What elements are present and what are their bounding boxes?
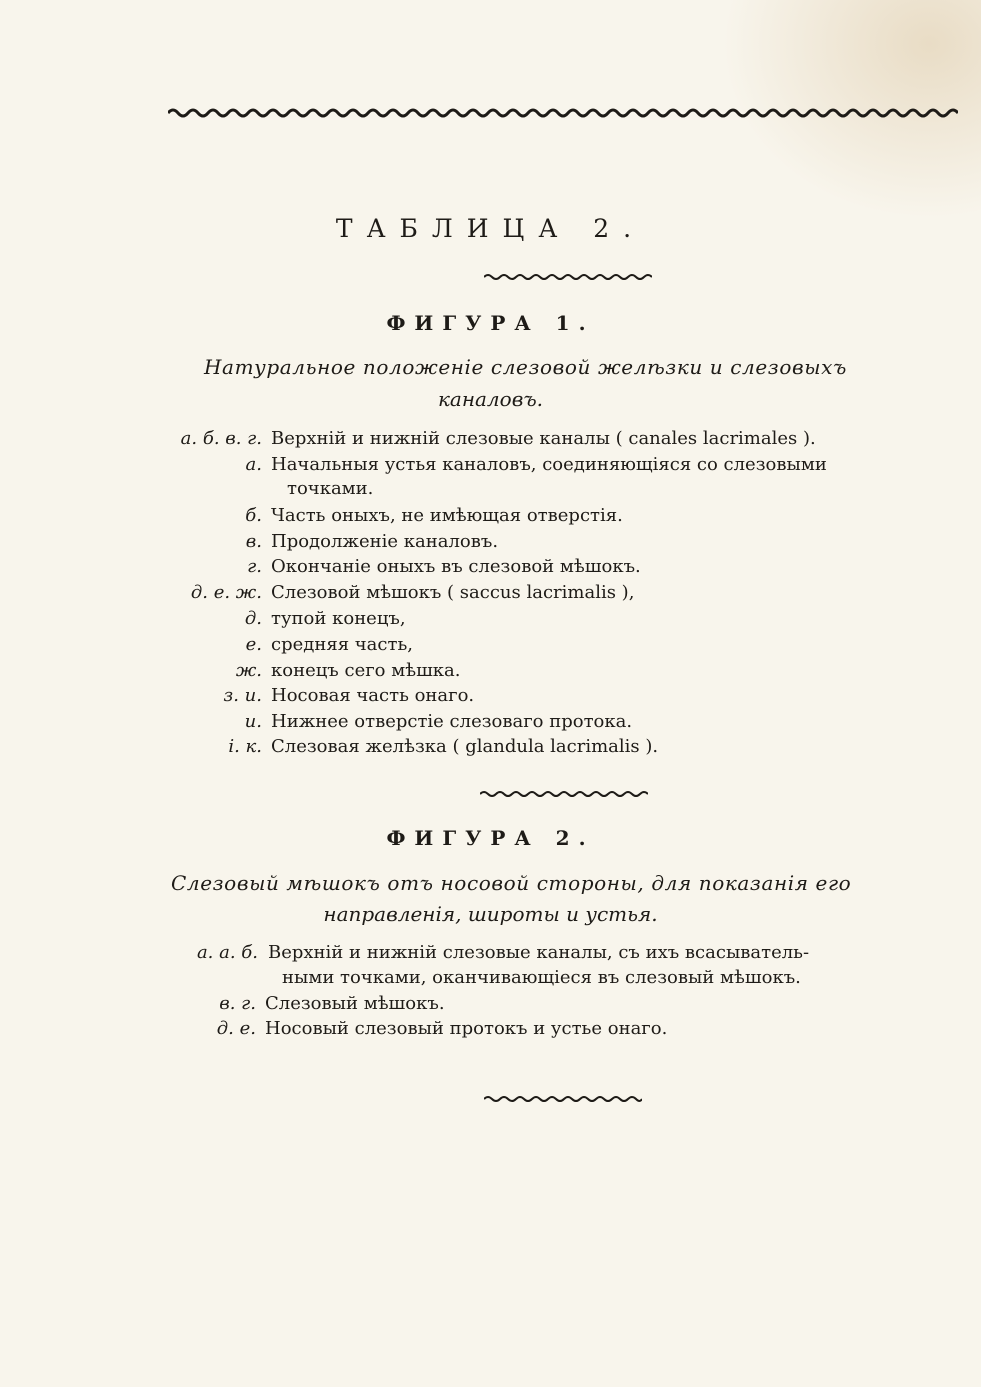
entry-label: в. г. [219, 993, 256, 1014]
entry-text: Слезовая желѣзка ( glandula lacrimalis ). [271, 736, 659, 757]
list-item [0, 634, 981, 658]
entry-text: точками. [287, 478, 374, 499]
figure2-caption-line2: направленія, широты и устья. [323, 902, 658, 926]
list-item [0, 660, 981, 684]
entry-text: Слезовый мѣшокъ. [265, 993, 445, 1014]
entry-text: Носовый слезовый протокъ и устье онаго. [265, 1018, 668, 1039]
entry-label: а. б. в. г. [180, 428, 262, 449]
list-item [0, 736, 981, 760]
entry-text: Верхній и нижній слезовые каналы, съ ихъ всасыватель- [268, 942, 810, 963]
list-item [0, 608, 981, 632]
list-item [0, 531, 981, 555]
entry-text: Носовая часть онаго. [271, 685, 475, 706]
entry-text: Нижнее отверстіе слезоваго протока. [271, 711, 633, 732]
entry-label: в. [245, 531, 262, 552]
entry-label: и. [244, 711, 262, 732]
entry-text: Продолженіе каналовъ. [271, 531, 499, 552]
list-item [0, 967, 981, 991]
list-item [0, 685, 981, 709]
list-item [0, 582, 981, 606]
entry-label: а. а. б. [196, 942, 258, 963]
entry-text: Окончаніе оныхъ въ слезовой мѣшокъ. [271, 556, 641, 577]
entry-label: е. [245, 634, 262, 655]
entry-label: б. [245, 505, 262, 526]
wavy-divider-1 [484, 272, 652, 282]
list-item [0, 505, 981, 529]
list-item [0, 942, 981, 966]
entry-text: конецъ сего мѣшка. [271, 660, 461, 681]
figure1-heading: ФИГУРА 1. [386, 311, 595, 335]
list-item [0, 711, 981, 735]
wavy-divider-3 [484, 1094, 642, 1104]
figure2-heading: ФИГУРА 2. [386, 826, 595, 850]
entry-text: Начальныя устья каналовъ, соединяющіяся со слезовыми [271, 454, 827, 475]
entry-text: Часть оныхъ, не имѣющая отверстія. [271, 505, 623, 526]
figure2-caption-line1: Слезовый мѣшокъ отъ носовой стороны, для показанія его [171, 871, 852, 895]
wavy-divider-2 [480, 789, 648, 799]
table-title: ТАБЛИЦА 2. [335, 214, 646, 243]
entry-label: д. е. [216, 1018, 256, 1039]
list-item [0, 1018, 981, 1042]
top-wavy-rule [168, 106, 958, 120]
figure1-caption-line1: Натуральное положеніе слезовой желѣзки и слезовыхъ [204, 355, 847, 379]
list-item [0, 478, 981, 502]
list-item [0, 454, 981, 478]
entry-text: Верхній и нижній слезовые каналы ( canales lacrimales ). [271, 428, 816, 449]
entry-label: г. [247, 556, 262, 577]
list-item [0, 428, 981, 452]
entry-text: тупой конецъ, [271, 608, 406, 629]
entry-text: средняя часть, [271, 634, 413, 655]
entry-text: Слезовой мѣшокъ ( saccus lacrimalis ), [271, 582, 635, 603]
list-item [0, 556, 981, 580]
figure1-caption-line2: каналовъ. [437, 387, 544, 411]
entry-label: д. [244, 608, 262, 629]
entry-label: і. к. [228, 736, 262, 757]
list-item [0, 993, 981, 1017]
entry-text: ными точками, оканчивающіеся въ слезовый мѣшокъ. [282, 967, 801, 988]
entry-label: ж. [235, 660, 262, 681]
entry-label: д. е. ж. [190, 582, 262, 603]
entry-label: з. и. [223, 685, 262, 706]
entry-label: а. [245, 454, 262, 475]
